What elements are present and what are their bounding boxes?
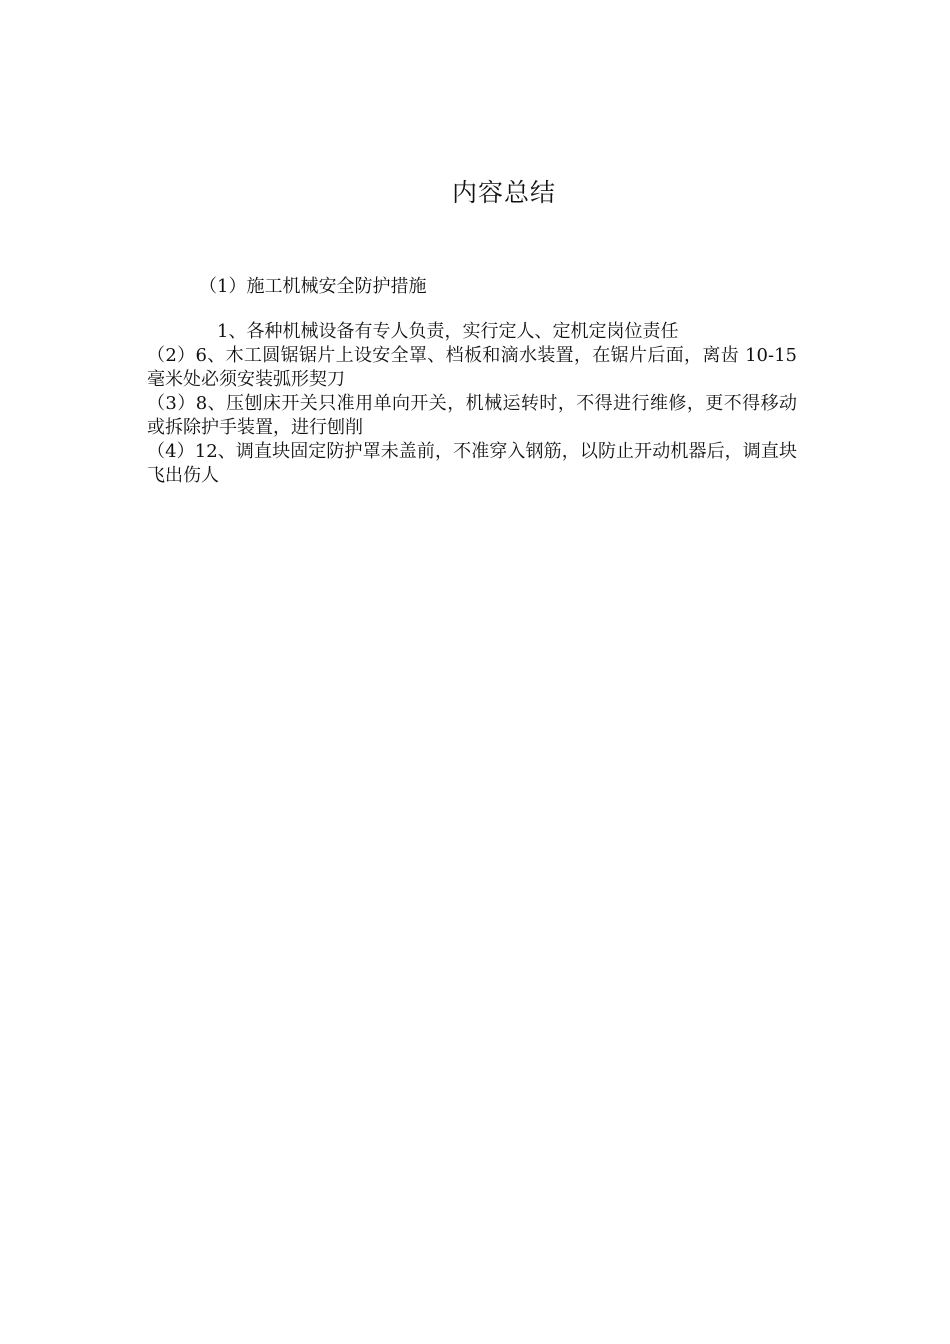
paragraph-item-4: （4）12、调直块固定防护罩未盖前，不准穿入钢筋，以防止开动机器后，调直块飞出伤人 xyxy=(147,441,797,486)
paragraph-item-3: （3）8、压刨床开关只准用单向开关，机械运转时，不得进行维修，更不得移动或拆除护手装置，进行刨削 xyxy=(147,393,797,438)
paragraph-item-2: （2）6、木工圆锯锯片上设安全罩、档板和滴水装置，在锯片后面，离齿 10-15 毫米处必须安装弧形契刀 xyxy=(147,345,797,390)
page-title: 内容总结 xyxy=(451,178,556,207)
document-body xyxy=(147,320,797,488)
section-heading: （1）施工机械安全防护措施 xyxy=(199,276,427,297)
paragraph-item-1: 1、各种机械设备有专人负责，实行定人、定机定岗位责任 xyxy=(217,321,679,342)
